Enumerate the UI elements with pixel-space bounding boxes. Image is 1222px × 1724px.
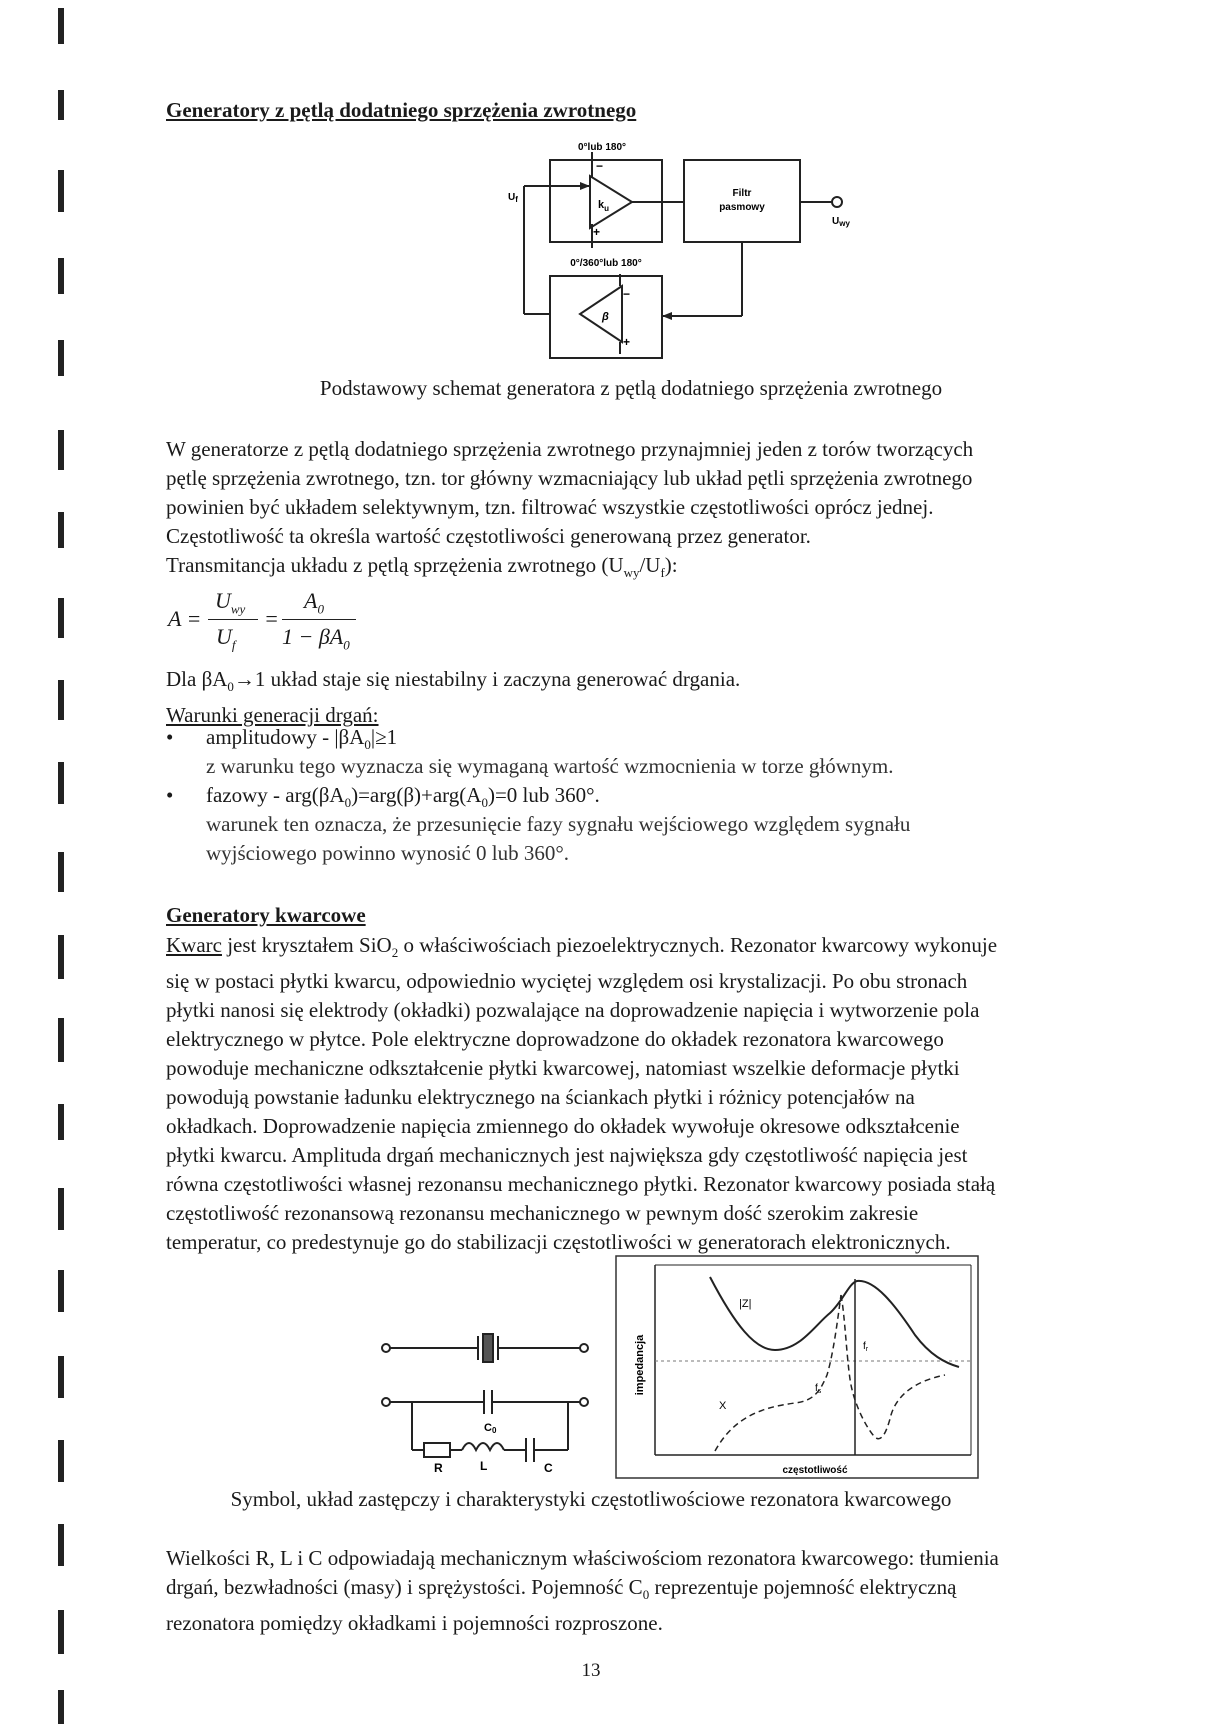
fs-label: $f_s$ (815, 1383, 822, 1395)
c0-label: C0 (484, 1422, 497, 1435)
phase-label-bottom: 0°/360°lub 180° (570, 258, 642, 269)
symbol-terminal-left (382, 1344, 390, 1352)
beta-label: β (602, 311, 609, 323)
c-label: C (544, 1461, 553, 1475)
inductor-l (462, 1443, 504, 1450)
condition-phase-desc-1: warunek ten oznacza, że przesunięcie fazy sygnału wejściowego względem sygnału (206, 812, 911, 836)
quartz-symbol-and-circuit (380, 1320, 600, 1475)
amplifier-gain-label: $k_u$ (598, 199, 610, 213)
figure-caption-2: Symbol, układ zastępczy i charakterystyki częstotliwościowe rezonatora kwarcowego (230, 1487, 952, 1511)
x-curve-label: X (719, 1400, 727, 1412)
condition-amplitude-desc: z warunku tego wyznacza się wymaganą wartość wzmocnienia w torze głównym. (206, 754, 894, 778)
z-curve-label: |Z| (739, 1298, 752, 1310)
reactance-curve-right (841, 1295, 945, 1439)
filter-label-2: pasmowy (719, 202, 765, 213)
svg-text:+: + (623, 335, 631, 349)
transmittance-text: Transmitancja układu z pętlą sprzężenia zwrotnego $(U_{wy}/U_f)$: (166, 553, 678, 581)
svg-text:−: − (623, 287, 631, 301)
condition-phase-desc-2: wyjściowego powinno wynosić 0 lub 360°. (206, 841, 570, 865)
plot-xlabel: częstotliwość (782, 1465, 848, 1476)
z-magnitude-curve (710, 1277, 959, 1367)
filter-box (684, 160, 800, 242)
paragraph-quartz: Kwarc jest kryształem SiO$_2$ o właściwościach piezoelektrycznych. Rezonator kwarcowy wykonuje się w postaci płytki kwarcu, odpowiednio wyciętej względem osi krystalizacji. Po obu stronach płytki nanosi się elektrody (okładki) pozwalające na doprowadzenie napięcia i wytworzenie pola elektrycznego w płytce. Pole elektryczne doprowadzone do okładek rezonatora kwarcowego powoduje mechaniczne odkształcenie płytki kwarcowej, natomiast wszelkie deformacje płytki powodują powstanie ładunku elektrycznego na ściankach płytki i różnicy potencjałów na okładkach. Doprowadzenie napięcia zmiennego do okładek wywołuje okresowe odkształcenie płytki kwarcu. Amplituda drgań mechanicznych jest największa gdy częstotliwość napięcia jest równa częstotliwości własnej rezonansu mechanicznego płytki. Rezonator kwarcowy posiada stałą częstotliwość rezonansową rezonansu mechanicznego w pewnym dość szerokim zakresie temperatur, co predestynuje go do stabilizacji częstotliwości w generatorach elektronicznych. (166, 933, 998, 1255)
r-label: R (434, 1461, 443, 1475)
fr-label: $f_r$ (863, 1341, 869, 1353)
feedback-triangle (580, 286, 622, 342)
filter-label-1: Filtr (732, 188, 752, 199)
feedback-generator-diagram (510, 138, 850, 360)
paragraph-generator-intro: W generatorze z pętlą dodatniego sprzężenia zwrotnego przynajmniej jeden z torów tworzących pętlę sprzężenia zwrotnego, tzn. tor główny wzmacniający lub układ pętli sprzężenia zwrotnego powinien być układem selektywnym, tzn. filtrować wszystkie częstotliwości oprócz jednej. Częstotliwość ta określa wartość częstotliwości generowaną przez generator. Transmitancja układu z pętlą sprzężenia zwrotnego $(U_{wy}/U_f)$: (166, 435, 1181, 587)
instability-note: Dla $\beta A_0\to 1$ układ staje się niestabilny i zaczyna generować drgania. Warunki generacji drgań: (166, 665, 1181, 730)
uwy-label: $U_{wy}$ (832, 216, 850, 228)
paragraph-rlc: Wielkości R, L i C odpowiadają mechanicznym właściwościom rezonatora kwarcowego: tłumienia drgań, bezwładności (masy) i sprężystości. Pojemność $C_0$ reprezentuje pojemność elektryczną rezonatora pomiędzy okładkami i pojemności rozproszone. (166, 1546, 999, 1636)
l-label: L (480, 1459, 488, 1473)
conditions-heading: Warunki generacji drgań: (166, 703, 379, 728)
section-heading-quartz: Generatory kwarcowe (166, 903, 366, 927)
uf-label: $U_f$ (508, 192, 518, 204)
figure-caption-1: Podstawowy schemat generatora z pętlą dodatniego sprzężenia zwrotnego (319, 376, 943, 400)
phase-label-top: 0°lub 180° (577, 142, 627, 153)
output-terminal (832, 197, 842, 207)
crystal-plate (483, 1334, 493, 1362)
svg-text:+: + (593, 225, 601, 239)
section-heading-positive-feedback: Generatory z pętlą dodatniego sprzężenia zwrotnego (166, 98, 637, 122)
amplifier-triangle (590, 176, 632, 228)
svg-text:−: − (596, 159, 604, 173)
page-number: 13 (581, 1660, 601, 1681)
impedance-characteristic-plot (615, 1255, 980, 1480)
resistor-r (424, 1443, 450, 1457)
plot-ylabel: impedancja (634, 1334, 646, 1396)
symbol-terminal-right (580, 1344, 588, 1352)
